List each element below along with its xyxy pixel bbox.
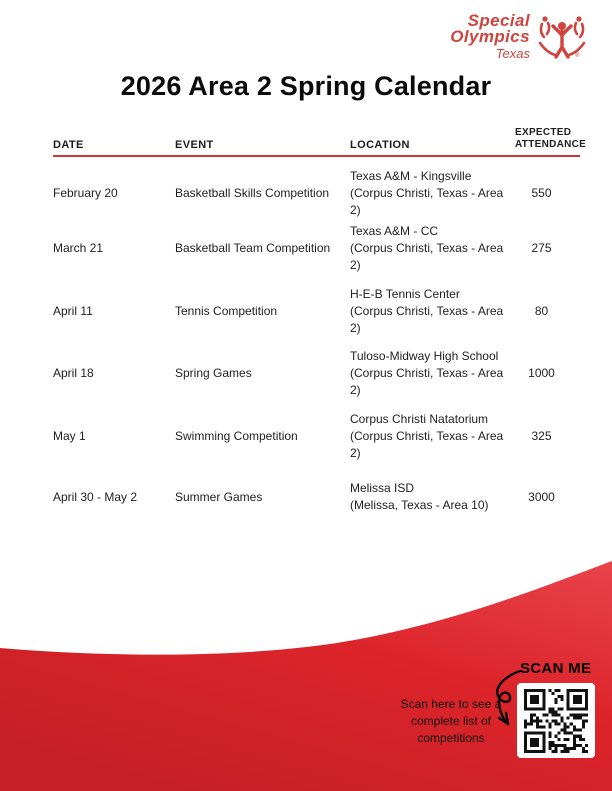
scan-me-label: SCAN ME — [520, 660, 592, 677]
location-line2: (Corpus Christi, Texas - Area 2) — [350, 240, 504, 272]
qr-code — [517, 683, 595, 758]
table-row — [53, 162, 580, 224]
special-olympics-texas-logo — [450, 13, 530, 61]
cell-event: Basketball Team Competition — [175, 241, 331, 255]
logo-word-olympics: Olympics — [450, 27, 530, 46]
cell-event: Summer Games — [175, 490, 263, 504]
location-line2: (Corpus Christi, Texas - Area 2) — [350, 303, 504, 335]
cell-date: April 18 — [53, 366, 94, 380]
cell-location — [350, 348, 515, 399]
cell-date: April 30 - May 2 — [53, 490, 138, 504]
header-date: DATE — [53, 139, 84, 151]
header-attendance — [515, 127, 587, 154]
location-line1: H-E-B Tennis Center — [350, 286, 460, 301]
cell-location — [350, 411, 515, 462]
table-row — [53, 405, 580, 467]
cell-event: Swimming Competition — [175, 429, 298, 443]
cell-attendance: 550 — [531, 186, 552, 200]
cell-date: February 20 — [53, 186, 118, 200]
location-line1: Texas A&M - CC — [350, 223, 439, 238]
cell-date: March 21 — [53, 241, 104, 255]
cell-location — [350, 286, 515, 337]
header-attendance-line1: EXPECTED — [515, 127, 572, 138]
table-row — [53, 280, 580, 342]
table-row — [53, 466, 580, 528]
cell-event: Basketball Skills Competition — [175, 186, 330, 200]
qr-code-svg — [524, 689, 588, 753]
location-line2: (Corpus Christi, Texas - Area 2) — [350, 428, 504, 460]
logo-word-special: Special — [467, 11, 530, 30]
cell-location — [350, 480, 515, 514]
scan-caption-line1: Scan here to see a — [400, 697, 502, 711]
cell-attendance: 325 — [531, 429, 552, 443]
location-line1: Tuloso-Midway High School — [350, 348, 499, 363]
cell-attendance: 3000 — [528, 490, 555, 504]
registered-trademark: ® — [575, 53, 580, 59]
scan-caption-line2: complete list of — [410, 714, 492, 728]
header-attendance-line2: ATTENDANCE — [515, 139, 587, 150]
cell-date: May 1 — [53, 429, 86, 443]
cell-attendance: 1000 — [528, 366, 555, 380]
location-line1: Corpus Christi Natatorium — [350, 411, 489, 426]
location-line1: Melissa ISD — [350, 481, 415, 495]
cell-location — [350, 168, 515, 219]
header-rule — [53, 155, 580, 157]
cell-date: April 11 — [53, 304, 93, 318]
page-title: 2026 Area 2 Spring Calendar — [120, 71, 492, 101]
location-line2: (Corpus Christi, Texas - Area 2) — [350, 365, 504, 397]
cell-location — [350, 223, 515, 274]
cell-event: Spring Games — [175, 366, 252, 380]
location-line2: (Melissa, Texas - Area 10) — [350, 498, 489, 512]
cell-attendance: 80 — [534, 304, 549, 318]
special-olympics-figures-icon — [536, 9, 588, 68]
location-line2: (Corpus Christi, Texas - Area 2) — [350, 185, 504, 217]
location-line1: Texas A&M - Kingsville — [350, 168, 472, 183]
scan-caption-line3: competitions — [417, 731, 485, 745]
logo-word-texas: Texas — [495, 46, 530, 61]
header-location: LOCATION — [350, 139, 410, 151]
cell-attendance: 275 — [531, 241, 552, 255]
table-row — [53, 217, 580, 279]
cell-event: Tennis Competition — [175, 304, 278, 318]
table-row — [53, 342, 580, 404]
header-event: EVENT — [175, 139, 214, 151]
table-header — [53, 120, 587, 154]
